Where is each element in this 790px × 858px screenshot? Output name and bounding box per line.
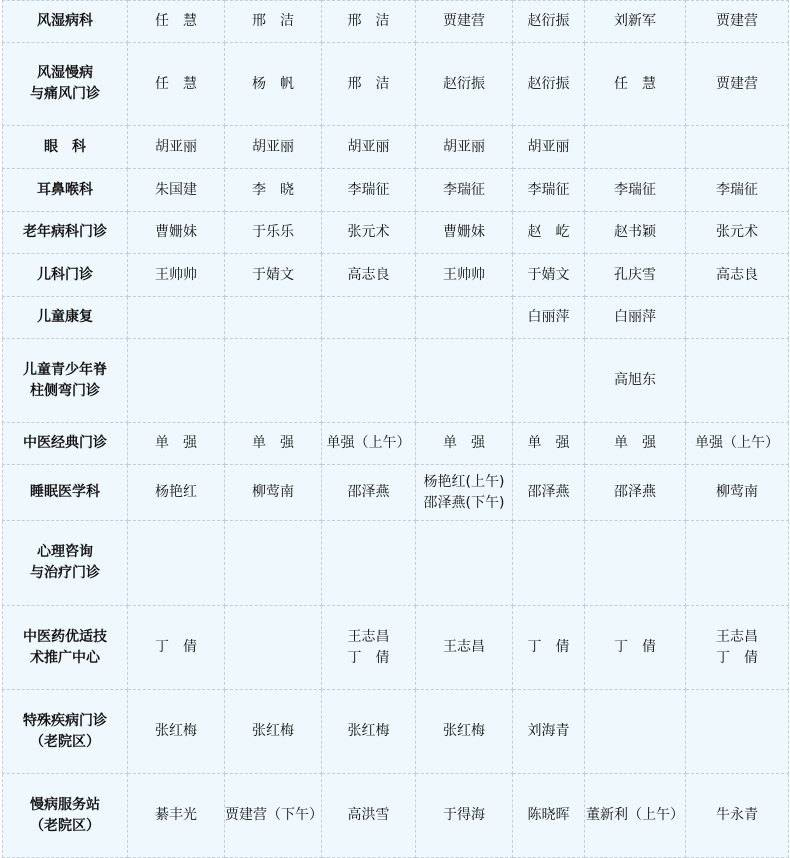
doctor-name: 邵泽燕	[614, 484, 656, 500]
doctor-cell	[128, 169, 225, 212]
doctor-cell	[585, 254, 686, 297]
doctor-name: 赵 屹	[527, 224, 570, 240]
doctor-name: 丁 倩	[347, 649, 390, 666]
doctor-name: 张元术	[716, 224, 758, 240]
doctor-cell	[585, 521, 686, 606]
department-cell	[3, 169, 128, 212]
doctor-name: 曹姗妹	[443, 224, 485, 240]
doctor-name: 高洪雪	[347, 807, 390, 823]
doctor-cell	[322, 423, 416, 465]
department-name-line: 中医经典门诊	[23, 435, 107, 451]
department-cell	[3, 43, 128, 126]
doctor-name: 张红梅	[443, 723, 485, 739]
doctor-cell	[585, 606, 686, 690]
doctor-name: 贾建营	[443, 13, 485, 29]
doctor-name: 李瑞征	[443, 181, 485, 198]
doctor-name: 胡亚丽	[155, 138, 197, 155]
doctor-cell	[416, 521, 513, 606]
doctor-cell	[585, 690, 686, 774]
department-name-line: 儿童青少年脊	[23, 361, 107, 378]
doctor-cell	[686, 169, 789, 212]
doctor-name: 赵衍振	[443, 75, 485, 92]
doctor-cell	[225, 521, 322, 606]
schedule-row	[3, 521, 789, 606]
doctor-cell	[585, 1, 686, 43]
doctor-name: 于婧文	[252, 266, 294, 283]
doctor-cell	[322, 254, 416, 297]
doctor-name: 邢 洁	[347, 75, 390, 92]
doctor-cell	[322, 43, 416, 126]
doctor-cell	[585, 465, 686, 521]
department-cell	[3, 297, 128, 339]
department-cell	[3, 1, 128, 43]
doctor-cell	[416, 774, 513, 858]
doctor-cell	[322, 1, 416, 43]
schedule-row	[3, 606, 789, 690]
doctor-cell	[225, 339, 322, 423]
doctor-cell	[686, 690, 789, 774]
doctor-name: 赵衍振	[527, 75, 570, 92]
doctor-name: 杨艳红(上午)	[423, 473, 505, 490]
doctor-cell	[322, 126, 416, 169]
department-name-line: 眼 科	[44, 138, 86, 155]
doctor-name: 邵泽燕	[347, 484, 390, 500]
doctor-cell	[225, 43, 322, 126]
doctor-name: 张元术	[347, 224, 390, 240]
doctor-name: 赵衍振	[527, 13, 570, 29]
department-name-line: 儿童康复	[37, 309, 93, 325]
doctor-name: 綦丰光	[155, 807, 197, 823]
department-cell	[3, 465, 128, 521]
doctor-name: 单 强	[155, 435, 197, 451]
doctor-cell	[128, 521, 225, 606]
department-name-line: 老年病科门诊	[23, 224, 107, 240]
doctor-name: 曹姗妹	[155, 224, 197, 240]
doctor-name: 胡亚丽	[347, 138, 390, 155]
doctor-name: 王帅帅	[443, 266, 485, 283]
department-name-line: 风湿病科	[37, 13, 93, 29]
doctor-name: 胡亚丽	[443, 138, 485, 155]
doctor-cell	[585, 774, 686, 858]
doctor-name: 单 强	[443, 435, 485, 451]
doctor-name: 柳莺南	[252, 484, 294, 500]
doctor-name: 杨 帆	[252, 75, 294, 92]
doctor-name: 贾建营（下午）	[225, 807, 323, 823]
doctor-cell	[225, 465, 322, 521]
doctor-cell	[322, 774, 416, 858]
department-name-line: 睡眠医学科	[30, 484, 100, 500]
doctor-cell	[416, 606, 513, 690]
doctor-cell	[513, 43, 585, 126]
doctor-cell	[128, 1, 225, 43]
schedule-row	[3, 1, 789, 43]
doctor-name: 邵泽燕(下午)	[423, 494, 505, 511]
doctor-name: 任 慧	[155, 75, 197, 92]
doctor-cell	[225, 606, 322, 690]
doctor-name: 李瑞征	[716, 181, 758, 198]
doctor-name: 刘海青	[527, 723, 570, 739]
doctor-cell	[416, 169, 513, 212]
doctor-name: 丁 倩	[527, 639, 570, 655]
department-name-line: 与痛风门诊	[30, 86, 100, 102]
doctor-cell	[128, 43, 225, 126]
doctor-name: 刘新军	[614, 13, 656, 29]
doctor-cell	[513, 521, 585, 606]
doctor-cell	[416, 465, 513, 521]
doctor-cell	[585, 43, 686, 126]
doctor-cell	[322, 465, 416, 521]
doctor-cell	[686, 521, 789, 606]
doctor-cell	[128, 690, 225, 774]
schedule-row	[3, 254, 789, 297]
doctor-cell	[225, 690, 322, 774]
doctor-name: 任 慧	[614, 75, 656, 92]
doctor-name: 李 晓	[252, 181, 294, 198]
doctor-cell	[513, 212, 585, 254]
department-name-line: 风湿慢病	[37, 65, 93, 81]
department-cell	[3, 521, 128, 606]
doctor-name: 贾建营	[716, 13, 758, 29]
doctor-cell	[322, 521, 416, 606]
doctor-cell	[585, 126, 686, 169]
doctor-cell	[416, 690, 513, 774]
doctor-cell	[128, 465, 225, 521]
doctor-cell	[128, 254, 225, 297]
doctor-cell	[416, 254, 513, 297]
doctor-cell	[128, 774, 225, 858]
department-name-line: 心理咨询	[37, 544, 93, 560]
doctor-cell	[225, 126, 322, 169]
doctor-cell	[513, 339, 585, 423]
doctor-name: 丁 倩	[716, 649, 758, 666]
doctor-name: 白丽萍	[527, 309, 570, 325]
schedule-row	[3, 774, 789, 858]
department-name-line: （老院区）	[30, 817, 100, 834]
doctor-name: 高志良	[716, 266, 758, 283]
doctor-name: 单 强	[614, 435, 656, 451]
department-cell	[3, 606, 128, 690]
doctor-cell	[686, 423, 789, 465]
doctor-cell	[585, 423, 686, 465]
doctor-cell	[322, 690, 416, 774]
doctor-cell	[225, 774, 322, 858]
clinic-schedule-table	[2, 0, 789, 858]
doctor-name: 单强（上午）	[326, 435, 411, 451]
doctor-cell	[416, 339, 513, 423]
doctor-name: 邢 洁	[347, 13, 390, 29]
department-cell	[3, 126, 128, 169]
schedule-row	[3, 690, 789, 774]
doctor-cell	[513, 126, 585, 169]
doctor-cell	[513, 465, 585, 521]
doctor-cell	[686, 465, 789, 521]
doctor-cell	[128, 606, 225, 690]
schedule-row	[3, 423, 789, 465]
schedule-row	[3, 297, 789, 339]
doctor-cell	[416, 212, 513, 254]
doctor-name: 胡亚丽	[527, 138, 570, 155]
doctor-cell	[585, 339, 686, 423]
department-cell	[3, 774, 128, 858]
doctor-name: 张红梅	[155, 723, 197, 739]
doctor-cell	[225, 423, 322, 465]
department-name-line: 儿科门诊	[37, 266, 93, 283]
doctor-cell	[416, 126, 513, 169]
department-name-line: 中医药优适技	[23, 628, 107, 645]
doctor-cell	[322, 606, 416, 690]
doctor-name: 单强（上午）	[695, 435, 779, 451]
doctor-name: 赵书颖	[614, 224, 656, 240]
doctor-name: 白丽萍	[614, 309, 656, 325]
doctor-cell	[686, 126, 789, 169]
doctor-cell	[686, 774, 789, 858]
department-name-line: 与治疗门诊	[30, 565, 100, 581]
doctor-cell	[686, 1, 789, 43]
doctor-cell	[513, 1, 585, 43]
department-cell	[3, 254, 128, 297]
doctor-name: 朱国建	[155, 181, 197, 198]
department-name-line: 柱侧弯门诊	[30, 382, 100, 399]
doctor-name: 李瑞征	[614, 181, 656, 198]
doctor-name: 于婧文	[527, 266, 570, 283]
department-name-line: 术推广中心	[30, 649, 100, 666]
doctor-cell	[513, 606, 585, 690]
doctor-name: 王志昌	[347, 628, 390, 645]
doctor-cell	[513, 774, 585, 858]
doctor-name: 柳莺南	[716, 484, 758, 500]
schedule-row	[3, 169, 789, 212]
doctor-cell	[686, 297, 789, 339]
doctor-cell	[128, 423, 225, 465]
schedule-row	[3, 465, 789, 521]
doctor-name: 王帅帅	[155, 266, 197, 283]
doctor-name: 于乐乐	[252, 224, 294, 240]
doctor-name: 杨艳红	[155, 484, 197, 500]
doctor-name: 邢 洁	[252, 13, 294, 29]
department-cell	[3, 339, 128, 423]
doctor-name: 王志昌	[443, 639, 485, 655]
doctor-cell	[322, 169, 416, 212]
doctor-name: 胡亚丽	[252, 138, 294, 155]
doctor-cell	[513, 690, 585, 774]
schedule-row	[3, 43, 789, 126]
doctor-cell	[513, 297, 585, 339]
doctor-name: 陈晓晖	[527, 807, 570, 823]
doctor-name: 董新利（上午）	[586, 807, 684, 823]
schedule-row	[3, 126, 789, 169]
doctor-cell	[513, 169, 585, 212]
doctor-cell	[322, 339, 416, 423]
doctor-cell	[416, 1, 513, 43]
doctor-name: 牛永青	[716, 807, 758, 823]
doctor-cell	[585, 169, 686, 212]
doctor-cell	[686, 212, 789, 254]
doctor-name: 单 强	[527, 435, 570, 451]
department-cell	[3, 212, 128, 254]
department-name-line: 耳鼻喉科	[37, 181, 93, 198]
doctor-cell	[225, 212, 322, 254]
doctor-cell	[513, 254, 585, 297]
doctor-cell	[686, 43, 789, 126]
doctor-cell	[686, 339, 789, 423]
doctor-name: 单 强	[252, 435, 294, 451]
doctor-cell	[322, 297, 416, 339]
doctor-cell	[416, 423, 513, 465]
doctor-name: 王志昌	[716, 628, 758, 645]
department-cell	[3, 690, 128, 774]
doctor-name: 张红梅	[347, 723, 390, 739]
doctor-cell	[225, 1, 322, 43]
doctor-name: 李瑞征	[347, 181, 390, 198]
doctor-name: 邵泽燕	[527, 484, 570, 500]
doctor-cell	[416, 43, 513, 126]
doctor-name: 高志良	[347, 266, 390, 283]
doctor-cell	[128, 339, 225, 423]
department-name-line: （老院区）	[30, 733, 100, 750]
doctor-cell	[322, 212, 416, 254]
doctor-name: 张红梅	[252, 723, 294, 739]
doctor-name: 于得海	[443, 807, 485, 823]
schedule-body	[3, 1, 789, 858]
department-name-line: 特殊疾病门诊	[23, 712, 107, 729]
department-cell	[3, 423, 128, 465]
doctor-cell	[225, 169, 322, 212]
doctor-name: 贾建营	[716, 75, 758, 92]
doctor-name: 孔庆雪	[614, 266, 656, 283]
doctor-name: 高旭东	[614, 372, 656, 388]
doctor-cell	[128, 126, 225, 169]
doctor-name: 李瑞征	[527, 181, 570, 198]
doctor-cell	[513, 423, 585, 465]
doctor-cell	[585, 212, 686, 254]
doctor-cell	[225, 297, 322, 339]
schedule-row	[3, 339, 789, 423]
doctor-cell	[585, 297, 686, 339]
doctor-name: 丁 倩	[614, 639, 656, 655]
department-name-line: 慢病服务站	[30, 796, 100, 813]
doctor-name: 丁 倩	[155, 639, 197, 655]
doctor-cell	[686, 254, 789, 297]
doctor-cell	[225, 254, 322, 297]
doctor-cell	[686, 606, 789, 690]
doctor-name: 任 慧	[155, 13, 197, 29]
doctor-cell	[128, 297, 225, 339]
schedule-row	[3, 212, 789, 254]
doctor-cell	[128, 212, 225, 254]
doctor-cell	[416, 297, 513, 339]
